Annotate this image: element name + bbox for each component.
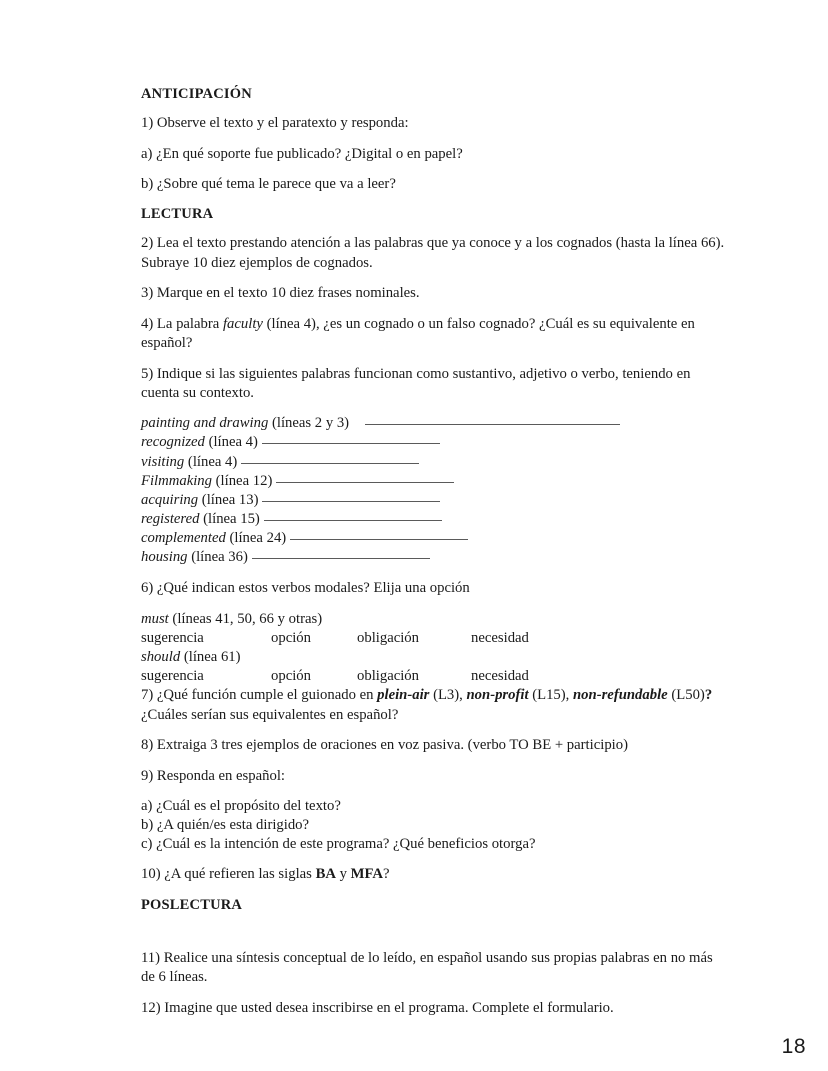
- question-1a: a) ¿En qué soporte fue publicado? ¿Digital o en papel?: [141, 145, 463, 162]
- question-4: [141, 315, 726, 354]
- word-list-item: [141, 548, 726, 567]
- word-classification-list: [141, 414, 726, 567]
- modal-option-choice[interactable]: sugerencia: [141, 630, 204, 646]
- question-1b: b) ¿Sobre qué tema le parece que va a leer?: [141, 175, 396, 192]
- word-list-term: Filmmaking: [141, 472, 212, 489]
- word-list-item: [141, 529, 726, 548]
- question-7-question-mark: ?: [704, 687, 713, 704]
- question-4-text-before: 4) La palabra: [141, 315, 223, 332]
- answer-blank[interactable]: [252, 558, 430, 559]
- modal-verb-line: [141, 648, 726, 667]
- question-10-text-after: ?: [383, 866, 390, 883]
- modal-option-choice[interactable]: necesidad: [471, 668, 529, 685]
- question-7-text-before: 7) ¿Qué función cumple el guionado en: [141, 687, 378, 704]
- question-6: 6) ¿Qué indican estos verbos modales? Elija una opción: [141, 580, 470, 597]
- word-list-term: registered: [141, 510, 200, 527]
- question-2: 2) Lea el texto prestando atención a las palabras que ya conoce y a los cognados (hasta la línea 66). Subraye 10 diez ejemplos de cognados.: [141, 235, 725, 271]
- word-list-line-reference: (línea 4): [184, 453, 238, 470]
- modal-verbs-group: [141, 610, 726, 687]
- answer-blank[interactable]: [241, 463, 419, 464]
- question-3: 3) Marque en el texto 10 diez frases nominales.: [141, 285, 420, 302]
- question-9b: b) ¿A quién/es esta dirigido?: [141, 817, 310, 834]
- modal-option-choice[interactable]: obligación: [357, 668, 419, 685]
- word-list-item: [141, 414, 726, 433]
- word-list-line-reference: (línea 36): [187, 549, 248, 566]
- question-4-term: faculty: [222, 315, 263, 332]
- word-list-line-reference: (línea 4): [204, 434, 258, 451]
- word-list-line-reference: (línea 15): [199, 510, 260, 527]
- question-10: [141, 865, 726, 884]
- answer-blank[interactable]: [290, 539, 468, 540]
- word-list-line-reference: (líneas 2 y 3): [268, 415, 350, 432]
- word-list-line-reference: (línea 24): [225, 529, 287, 546]
- answer-blank[interactable]: [264, 520, 442, 521]
- document-body: [141, 85, 726, 1029]
- answer-blank[interactable]: [276, 482, 454, 483]
- question-7-sep-2: (L15),: [528, 687, 574, 704]
- word-list-line-reference: (línea 12): [211, 472, 273, 489]
- word-list-term: recognized: [141, 434, 205, 451]
- modal-option-choice[interactable]: opción: [271, 668, 311, 685]
- modal-options-row: [141, 629, 726, 648]
- question-7-line-1: [141, 686, 726, 705]
- question-9-subitems: [141, 797, 726, 854]
- word-list-item: [141, 510, 726, 529]
- word-list-item: [141, 453, 726, 472]
- page-number: 18: [781, 1035, 806, 1058]
- word-list-term: painting and drawing: [141, 415, 269, 432]
- question-9a: a) ¿Cuál es el propósito del texto?: [141, 798, 341, 815]
- question-10-conjunction: y: [335, 866, 351, 883]
- question-1: 1) Observe el texto y el paratexto y responda:: [141, 115, 409, 132]
- modal-verb-term: must: [141, 610, 169, 627]
- question-7-term-plein-air: plein-air: [377, 687, 430, 704]
- section-heading-anticipacion: ANTICIPACIÓN: [141, 86, 252, 102]
- question-9: 9) Responda en español:: [141, 767, 285, 784]
- question-11: 11) Realice una síntesis conceptual de lo leído, en español usando sus propias palabras en no más de 6 líneas.: [141, 949, 713, 986]
- modal-verb-line-reference: (líneas 41, 50, 66 y otras): [168, 610, 323, 627]
- modal-option-choice[interactable]: necesidad: [471, 630, 529, 646]
- word-list-item: [141, 472, 726, 491]
- word-list-item: [141, 491, 726, 510]
- section-heading-poslectura: POSLECTURA: [141, 896, 243, 913]
- modal-option-choice[interactable]: sugerencia: [141, 668, 204, 685]
- modal-options-row: [141, 667, 726, 686]
- question-7-sep-3: (L50): [667, 687, 705, 704]
- question-5: 5) Indique si las siguientes palabras funcionan como sustantivo, adjetivo o verbo, teniendo en cuenta su contexto.: [141, 365, 691, 401]
- question-10-text-before: 10) ¿A qué refieren las siglas: [141, 866, 316, 883]
- question-10-acronym-mfa: MFA: [350, 866, 384, 883]
- question-7-term-non-profit: non-profit: [466, 687, 529, 704]
- question-12: 12) Imagine que usted desea inscribirse en el programa. Complete el formulario.: [141, 999, 614, 1016]
- modal-verb-term: should: [141, 649, 181, 665]
- modal-verb-line-reference: (línea 61): [180, 649, 241, 665]
- question-8: 8) Extraiga 3 tres ejemplos de oraciones en voz pasiva. (verbo TO BE + participio): [141, 737, 628, 754]
- modal-option-choice[interactable]: opción: [271, 630, 311, 646]
- word-list-line-reference: (línea 13): [198, 491, 259, 508]
- word-list-term: housing: [141, 549, 188, 566]
- modal-option-choice[interactable]: obligación: [357, 630, 419, 646]
- word-list-term: acquiring: [141, 491, 199, 508]
- question-9c: c) ¿Cuál es la intención de este programa? ¿Qué beneficios otorga?: [141, 836, 536, 853]
- question-7-term-non-refundable: non-refundable: [573, 687, 668, 704]
- modal-verb-line: [141, 610, 726, 629]
- question-7-line-2: ¿Cuáles serían sus equivalentes en español?: [141, 706, 399, 723]
- question-4-text-after: (línea 4), ¿es un cognado o un falso cognado? ¿Cuál es su equivalente en español?: [141, 315, 695, 352]
- word-list-term: visiting: [141, 453, 185, 470]
- answer-blank[interactable]: [262, 501, 440, 502]
- section-heading-lectura: LECTURA: [141, 206, 214, 223]
- question-10-acronym-ba: BA: [315, 866, 336, 883]
- question-7-sep-1: (L3),: [429, 687, 467, 704]
- word-list-item: [141, 433, 726, 452]
- answer-blank[interactable]: [365, 424, 620, 425]
- word-list-term: complemented: [141, 529, 226, 546]
- answer-blank[interactable]: [262, 443, 440, 444]
- section-spacer: [141, 925, 726, 949]
